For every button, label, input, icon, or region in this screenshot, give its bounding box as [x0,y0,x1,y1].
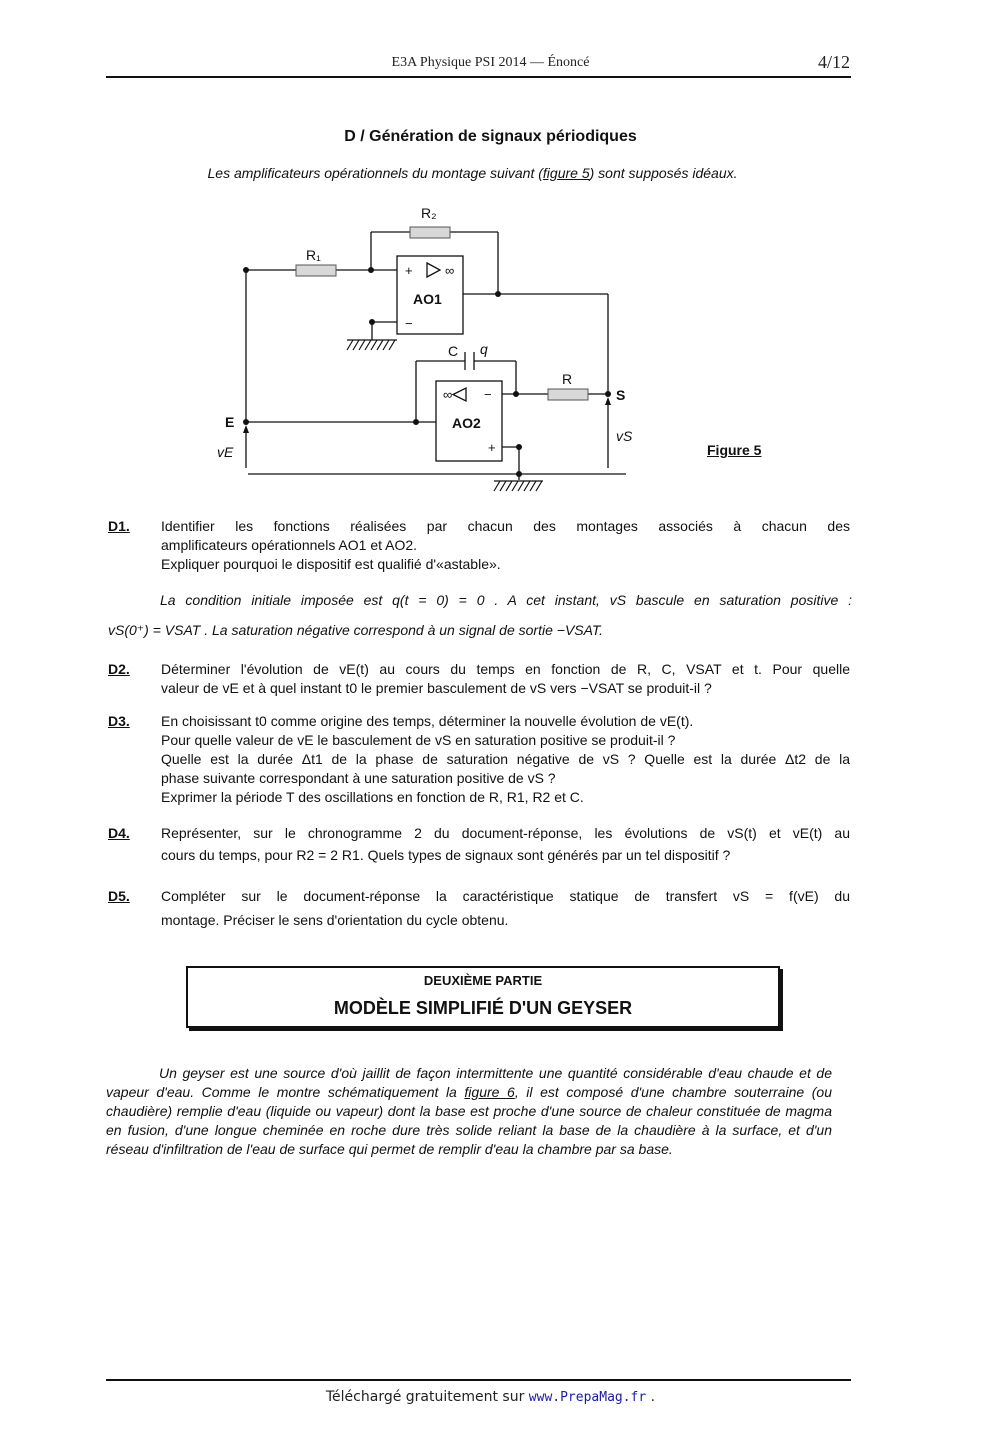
ground-hatch [494,481,542,491]
node-dot [516,444,522,450]
label-q: q [480,341,488,357]
node-dot [369,319,375,325]
header-rule [106,76,851,78]
running-header-title: E3A Physique PSI 2014 — Énoncé [391,55,590,70]
label-ao1-infinity: ∞ [445,263,455,278]
label-node-s: S [616,387,626,403]
question-d3 [108,712,850,807]
question-line: Quelle est la durée Δt1 de la phase de saturation négative de vS ? Quelle est la durée Δt2 de la [161,751,850,767]
question-d4 [108,822,850,866]
label-c: C [448,343,459,359]
figure-5-link[interactable]: figure 5 [542,165,590,181]
label-ao1: AO1 [413,291,442,307]
label-r1: R₁ [306,247,321,263]
question-line: Pour quelle valeur de vE le basculement de vS en saturation positive se produit-il ? [161,732,676,748]
section-intro [0,165,945,181]
figure-6-link[interactable]: figure 6 [464,1084,515,1100]
question-number: D1. [108,518,130,534]
resistor-r2 [410,227,450,238]
label-ao2-infinity: ∞ [443,387,453,402]
node-dot [605,391,611,397]
label-node-e: E [225,414,235,430]
part-subtitle: DEUXIÈME PARTIE [423,973,543,988]
question-line: amplificateurs opérationnels AO1 et AO2. [161,537,418,553]
intro-text-post: ) sont supposés idéaux. [589,165,738,181]
geyser-paragraph [106,1064,832,1159]
footer-rule [106,1379,851,1381]
question-number: D3. [108,713,130,729]
label-r: R [562,371,573,387]
question-d2 [108,660,850,698]
section-title: D / Génération de signaux périodiques [344,128,637,145]
arrowhead-icon [605,397,611,405]
question-line: Déterminer l'évolution de vE(t) au cours du temps en fonction de R, C, VSAT et t. Pour quelle [161,661,850,677]
geyser-text-post: , il est composé d'une chambre souterraine (ou chaudière) remplie d'eau (liquide ou vapeur) dont la base est proche d'une source de chaleur constituée de magma en fusion, d'une longue cheminée en roche dure très solide reliant la base de la chaudière à la surface, et d'un réseau d'infiltration de l'eau de surface qui permet de remplir d'eau la chambre par sa base. [106,1084,832,1157]
question-number: D2. [108,661,130,677]
question-d1 [108,517,850,574]
node-dot [243,267,249,273]
node-dot [513,391,519,397]
footer-text: Téléchargé gratuitement sur [325,1389,529,1405]
question-line: Représenter, sur le chronogramme 2 du document-réponse, les évolutions de vS(t) et vE(t) au [161,825,850,841]
op-amp-triangle-icon [427,263,440,277]
node-dot [243,419,249,425]
page-number: 4/12 [817,52,850,72]
intro-text-pre: Les amplificateurs opérationnels du montage suivant ( [207,165,543,181]
question-number: D4. [108,825,130,841]
question-line: Expliquer pourquoi le dispositif est qualifié d'«astable». [161,556,501,572]
initial-condition-line-1: La condition initiale imposée est q(t = 0) = 0 . A cet instant, vS bascule en saturation positive : [160,592,852,608]
label-ao1-plus: + [405,263,413,278]
label-r2: R₂ [421,205,437,221]
label-ao2-plus: + [488,440,496,455]
label-ao2-minus: − [484,387,492,402]
footer-end: . [646,1389,656,1405]
resistor-r [548,389,588,400]
node-dot [413,419,419,425]
part-title: MODÈLE SIMPLIFIÉ D'UN GEYSER [333,998,633,1018]
part-heading-box [186,966,780,1028]
question-line: En choisissant t0 comme origine des temps, déterminer la nouvelle évolution de vE(t). [161,713,694,729]
arrowhead-icon [243,425,249,433]
circuit-diagram-figure-5 [200,195,640,495]
question-line: valeur de vE et à quel instant t0 le premier basculement de vS vers −VSAT se produit-il ? [161,680,712,696]
question-line: montage. Préciser le sens d'orientation du cycle obtenu. [161,912,509,928]
geyser-text-pre: Un geyser est une source d'où jaillit de façon intermittente une quantité considérable d'eau chaude et de vapeur d'eau. Comme le montre schématiquement la [106,1065,832,1100]
question-d5 [108,884,850,932]
label-vs: vS [616,428,633,444]
label-ao2: AO2 [452,415,481,431]
node-dot [368,267,374,273]
node-dot [495,291,501,297]
question-line: Identifier les fonctions réalisées par chacun des montages associés à chacun des [161,518,850,534]
initial-condition-line-2: vS(0⁺) = VSAT . La saturation négative correspond à un signal de sortie −VSAT. [108,622,604,638]
op-amp-triangle-icon [453,388,466,401]
question-line: Exprimer la période T des oscillations en fonction de R, R1, R2 et C. [161,789,584,805]
question-number: D5. [108,888,130,904]
figure-caption: Figure 5 [707,442,762,458]
label-ve: vE [217,444,234,460]
question-line: phase suivante correspondant à une saturation positive de vS ? [161,770,556,786]
label-ao1-minus: − [405,316,413,331]
node-dot [516,471,522,477]
resistor-r1 [296,265,336,276]
footer-link[interactable]: www.PrepaMag.fr [528,1390,647,1405]
question-line: Compléter sur le document-réponse la caractéristique statique de transfert vS = f(vE) du [161,888,850,904]
question-line: cours du temps, pour R2 = 2 R1. Quels types de signaux sont générés par un tel dispositif ? [161,847,731,863]
ground-hatch [347,340,395,350]
footer [0,1389,981,1405]
